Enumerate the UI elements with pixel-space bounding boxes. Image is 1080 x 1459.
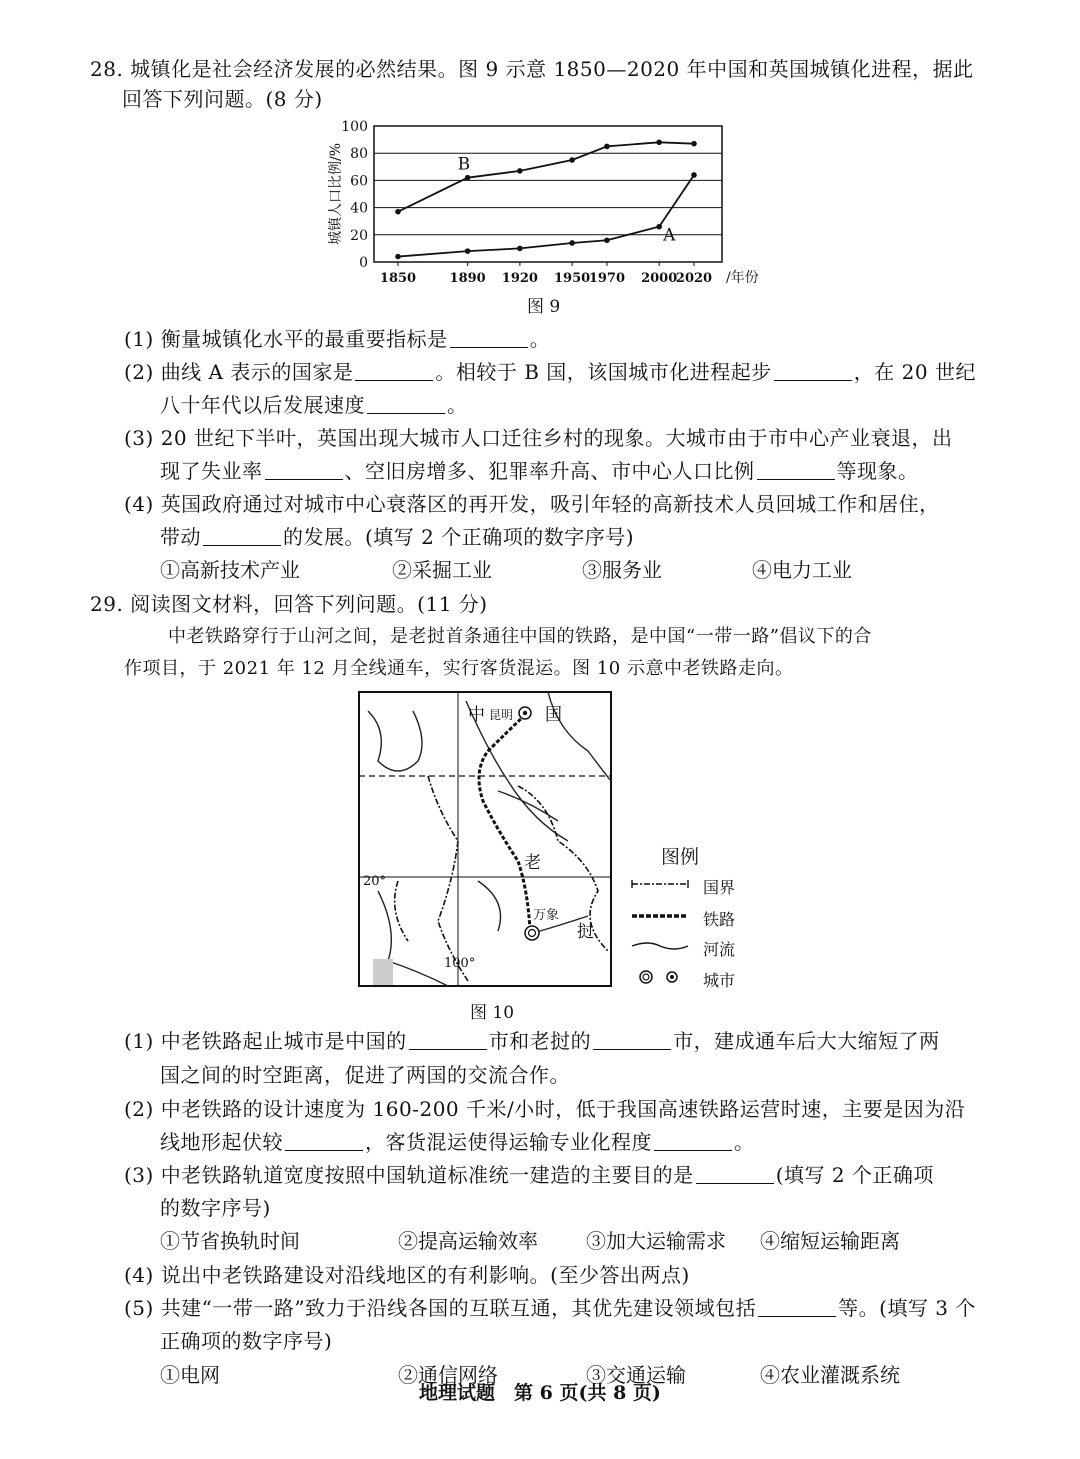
data-point-B xyxy=(604,144,610,150)
q28-q2-end: 。 xyxy=(447,393,468,417)
answer-blank[interactable] xyxy=(696,1163,774,1184)
figure-9-caption: 图 9 xyxy=(527,297,561,317)
q29-stem: 29. 阅读图文材料，回答下列问题。(11 分) xyxy=(90,592,488,616)
q28-question-4: (4) 英国政府通过对城市中心衰落区的再开发，吸引年轻的高新技术人员回城工作和居住， xyxy=(124,492,940,516)
legend-symbols xyxy=(628,872,698,992)
q28-q4-text-b: 带动 xyxy=(160,525,201,549)
q28-stem-line2: 回答下列问题。(8 分) xyxy=(122,87,323,111)
q29-q5-option-2: ②通信网络 xyxy=(398,1363,498,1387)
q29-q2-text-c: ，客货混运使得运输专业化程度 xyxy=(365,1130,652,1154)
series-label-A: A xyxy=(663,225,676,246)
answer-blank[interactable] xyxy=(758,1296,836,1317)
data-point-A xyxy=(691,172,697,178)
q29-question-2-cont xyxy=(160,1129,755,1155)
q29-question-2: (2) 中老铁路的设计速度为 160-200 千米/小时，低于我国高速铁路运营时速，主要是因为沿 xyxy=(124,1097,966,1121)
q28-question-4-cont xyxy=(160,524,634,550)
q29-question-1-cont: 国之间的时空距离，促进了两国的交流合作。 xyxy=(160,1063,570,1087)
q29-q2-text-b: 线地形起伏较 xyxy=(160,1130,283,1154)
q28-question-1 xyxy=(124,326,550,352)
x-tick-label: 1920 xyxy=(501,271,538,286)
map-label-longitude: 100° xyxy=(444,956,476,971)
border-legend-icon xyxy=(632,880,688,888)
y-tick-label: 60 xyxy=(350,173,368,190)
x-tick-label: 2020 xyxy=(675,271,713,286)
data-point-B xyxy=(465,175,471,181)
answer-blank[interactable] xyxy=(450,327,528,348)
q29-q3-option-4: ④缩短运输距离 xyxy=(760,1229,900,1253)
q29-q3-option-2: ②提高运输效率 xyxy=(398,1229,538,1253)
page-footer: 地理试题 第 6 页(共 8 页) xyxy=(419,1382,661,1404)
q28-q1-text: (1) 衡量城镇化水平的最重要指标是 xyxy=(124,327,448,351)
data-point-B xyxy=(517,168,523,174)
answer-blank[interactable] xyxy=(409,1029,487,1050)
q28-option-1: ①高新技术产业 xyxy=(160,558,300,582)
q28-option-2: ②采掘工业 xyxy=(392,558,492,582)
q29-question-5 xyxy=(124,1295,976,1321)
china-laos-railway-map xyxy=(358,691,612,987)
map-legend xyxy=(628,842,758,992)
q29-question-1 xyxy=(124,1028,940,1054)
x-tick-label: 1850 xyxy=(379,271,417,286)
data-point-B xyxy=(569,157,575,163)
map-label-china2: 国 xyxy=(545,705,562,725)
legend-city-label: 城市 xyxy=(703,971,736,990)
figure-10-caption: 图 10 xyxy=(470,1003,515,1023)
map-label-china: 中 xyxy=(468,705,485,725)
q28-q2-text-d: 八十年代以后发展速度 xyxy=(160,393,365,417)
answer-blank[interactable] xyxy=(203,525,281,546)
y-tick-label: 100 xyxy=(341,119,368,135)
q28-stem-line1: 28. 城镇化是社会经济发展的必然结果。图 9 示意 1850—2020 年中国和英国城镇化进程，据此 xyxy=(90,57,974,81)
y-tick-label: 80 xyxy=(350,146,368,163)
q28-question-2 xyxy=(124,359,976,385)
q28-option-4: ④电力工业 xyxy=(752,558,852,582)
x-tick-label: 1890 xyxy=(449,271,486,286)
data-point-B xyxy=(395,209,401,215)
x-axis-label: /年份 xyxy=(726,270,759,286)
q28-q3-text-d: 等现象。 xyxy=(836,459,919,483)
data-point-A xyxy=(569,240,575,246)
q29-q3-option-1: ①节省换轨时间 xyxy=(160,1229,300,1253)
river-legend-icon xyxy=(632,943,688,949)
q28-question-3-cont xyxy=(160,458,919,484)
q28-q3-text-b: 现了失业率 xyxy=(160,459,263,483)
q29-question-3 xyxy=(124,1162,934,1188)
q29-question-5-cont: 正确项的数字序号) xyxy=(160,1329,333,1353)
q29-material-line2: 作项目，于 2021 年 12 月全线通车，实行客货混运。图 10 示意中老铁路走向。 xyxy=(124,658,794,679)
answer-blank[interactable] xyxy=(654,1130,732,1151)
urbanization-chart xyxy=(322,116,782,286)
city-legend-icon xyxy=(640,971,677,983)
q29-q5-option-1: ①电网 xyxy=(160,1363,220,1387)
data-point-A xyxy=(656,224,662,230)
q29-q2-end: 。 xyxy=(734,1130,755,1154)
q28-q2-text-c: ，在 20 世纪 xyxy=(853,360,976,384)
answer-blank[interactable] xyxy=(285,1130,363,1151)
x-tick-label: 2000 xyxy=(641,271,678,286)
map-label-kunming: 昆明 xyxy=(489,708,514,722)
q28-question-2-cont xyxy=(160,392,468,418)
x-tick-label: 1950 xyxy=(554,271,591,286)
y-tick-label: 20 xyxy=(350,227,368,244)
answer-blank[interactable] xyxy=(355,360,433,381)
q29-q5-option-4: ④农业灌溉系统 xyxy=(760,1363,900,1387)
q29-q5-text-a: (5) 共建“一带一路”致力于沿线各国的互联互通，其优先建设领域包括 xyxy=(124,1296,757,1320)
q29-q3-text-b: (填写 2 个正确项 xyxy=(775,1163,934,1187)
legend-border-label: 国界 xyxy=(703,878,736,897)
answer-blank[interactable] xyxy=(265,459,343,480)
q29-q3-option-3: ③加大运输需求 xyxy=(586,1229,726,1253)
q28-option-3: ③服务业 xyxy=(582,558,662,582)
map-label-latitude: 20° xyxy=(363,874,387,889)
q28-question-3: (3) 20 世纪下半叶，英国出现大城市人口迁往乡村的现象。大城市由于市中心产业衰退，出 xyxy=(124,426,953,450)
q29-q1-text-c: 市，建成通车后大大缩短了两 xyxy=(673,1029,940,1053)
data-point-A xyxy=(517,246,523,252)
answer-blank[interactable] xyxy=(774,360,852,381)
series-line-A xyxy=(398,175,694,257)
y-axis-label: 城镇人口比例/% xyxy=(328,142,344,246)
y-tick-label: 40 xyxy=(350,200,368,217)
q29-q5-option-3: ③交通运输 xyxy=(586,1363,686,1387)
data-point-A xyxy=(465,248,471,254)
q28-q3-text-c: 、空旧房增多、犯罪率升高、市中心人口比例 xyxy=(344,459,755,483)
legend-title: 图例 xyxy=(661,846,700,868)
answer-blank[interactable] xyxy=(757,459,835,480)
series-label-B: B xyxy=(457,154,471,175)
q28-q4-text-c: 的发展。(填写 2 个正确项的数字序号) xyxy=(283,525,635,549)
q29-q5-text-b: 等。(填写 3 个 xyxy=(838,1296,976,1320)
x-tick-label: 1970 xyxy=(588,271,626,286)
q28-q2-text-a: (2) 曲线 A 表示的国家是 xyxy=(124,360,354,384)
q29-question-3-cont: 的数字序号) xyxy=(160,1196,271,1220)
map-label-laos2: 挝 xyxy=(577,922,594,942)
data-point-B xyxy=(656,140,662,146)
q29-q1-text-b: 市和老挝的 xyxy=(488,1029,592,1053)
y-tick-label: 0 xyxy=(359,255,368,271)
q29-question-4: (4) 说出中老铁路建设对沿线地区的有利影响。(至少答出两点) xyxy=(124,1263,690,1287)
data-point-A xyxy=(604,237,610,243)
data-point-A xyxy=(395,254,401,260)
q28-q2-text-b: 。相较于 B 国，该国城市化进程起步 xyxy=(435,360,772,384)
q29-q3-text-a: (3) 中老铁路轨道宽度按照中国轨道标准统一建造的主要目的是 xyxy=(124,1163,694,1187)
q28-q1-end: 。 xyxy=(529,327,551,351)
map-label-laos: 老 xyxy=(524,853,541,873)
answer-blank[interactable] xyxy=(593,1029,671,1050)
q29-material-line1: 中老铁路穿行于山河之间，是老挝首条通往中国的铁路，是中国“一带一路”倡议下的合 xyxy=(168,626,872,647)
data-point-B xyxy=(691,141,697,147)
legend-river-label: 河流 xyxy=(703,940,736,959)
q29-q1-text-a: (1) 中老铁路起止城市是中国的 xyxy=(124,1029,407,1053)
legend-railway-label: 铁路 xyxy=(703,910,736,929)
map-label-vientiane: 万象 xyxy=(533,908,560,923)
answer-blank[interactable] xyxy=(367,393,445,414)
